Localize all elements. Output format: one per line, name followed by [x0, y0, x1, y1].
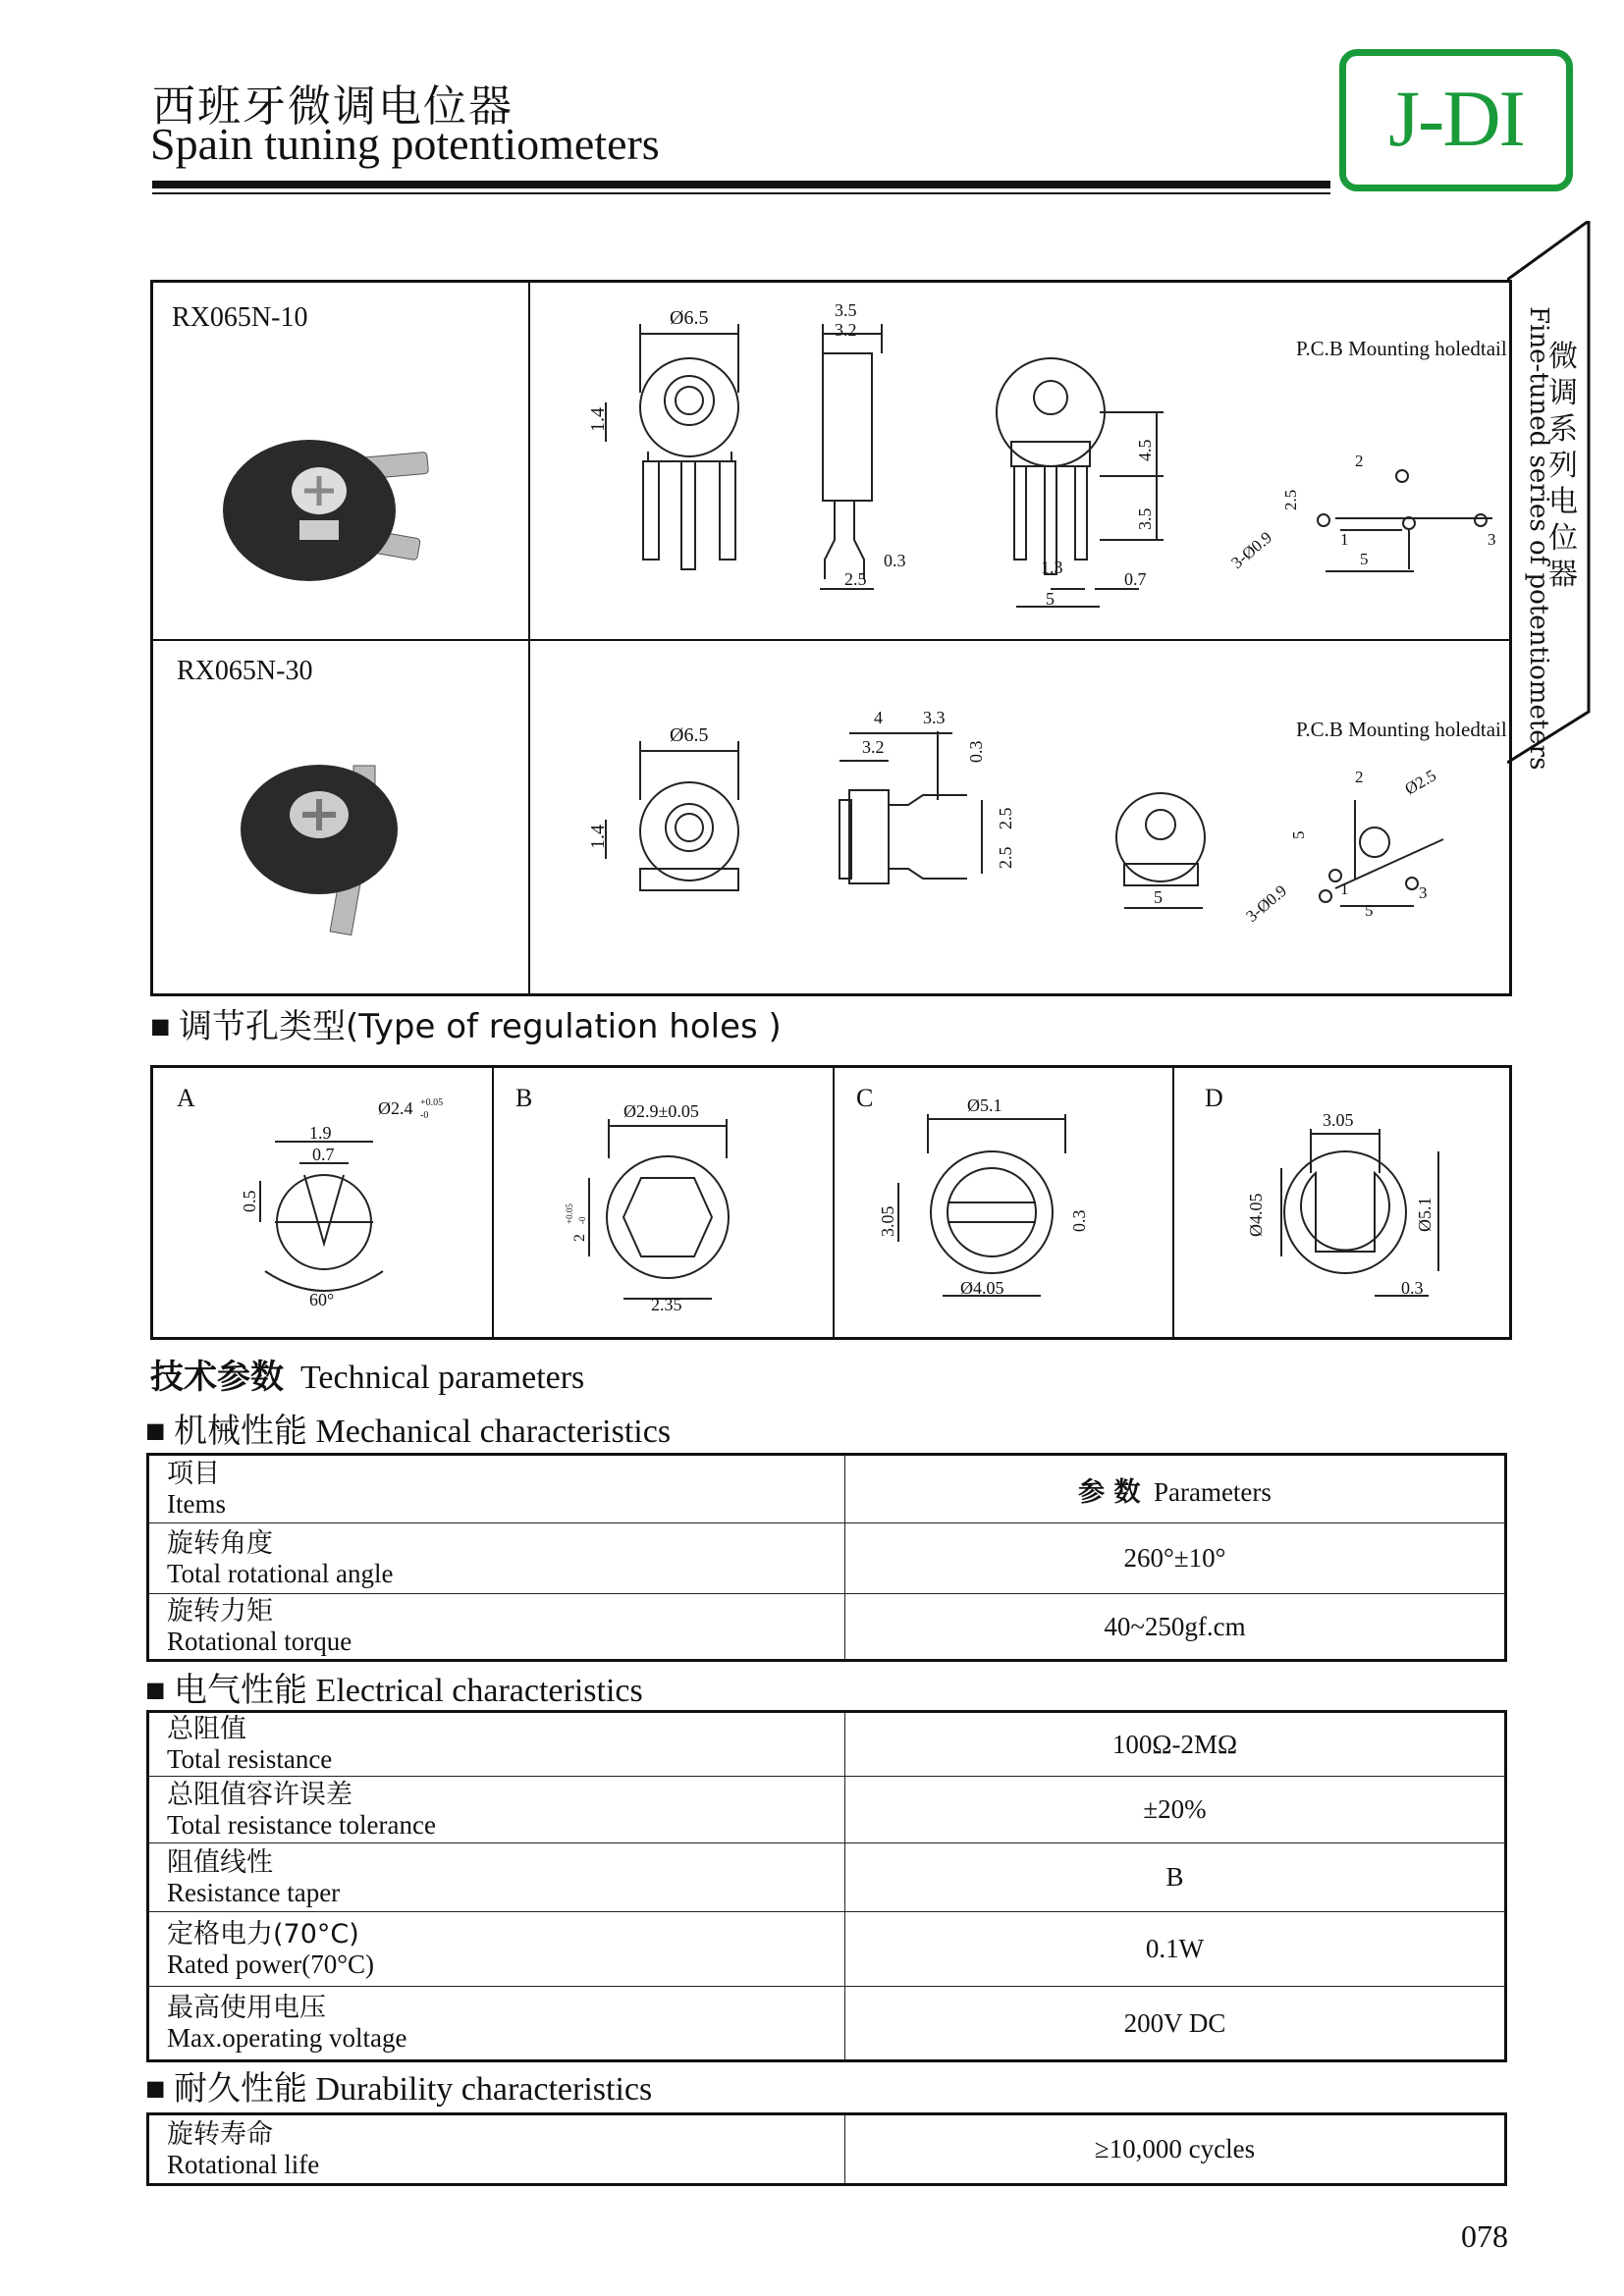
side-tab-en: Fine-tuned series of potentiometers [1524, 306, 1553, 771]
svg-text:Ø2.9±0.05: Ø2.9±0.05 [623, 1101, 699, 1121]
page-title-en: Spain tuning potentiometers [150, 119, 660, 169]
mechanical-table [146, 1453, 1507, 1662]
svg-text:2.5: 2.5 [844, 569, 867, 589]
svg-text:3-Ø0.9: 3-Ø0.9 [1227, 527, 1276, 573]
header-rule [152, 181, 1330, 188]
svg-text:B: B [515, 1084, 533, 1112]
svg-text:3-Ø0.9: 3-Ø0.9 [1242, 881, 1291, 927]
brand-logo: J-DI [1339, 49, 1573, 191]
svg-text:Ø4.05: Ø4.05 [960, 1278, 1004, 1298]
regulation-type-b [496, 1075, 825, 1330]
product-model-1: RX065N-10 [172, 302, 308, 333]
svg-text:Ø5.1: Ø5.1 [967, 1095, 1002, 1115]
regulation-type-c [835, 1075, 1164, 1330]
svg-text:3: 3 [1419, 883, 1428, 902]
svg-text:1: 1 [1340, 530, 1349, 549]
svg-text:Ø6.5: Ø6.5 [670, 307, 709, 329]
svg-text:3.05: 3.05 [1323, 1110, 1354, 1130]
tech-heading: 技术参数 Technical parameters [150, 1358, 585, 1397]
table-row: 定格电力(70°C) Rated power(70°C) 0.1W [148, 1912, 1506, 1987]
svg-text:4: 4 [874, 708, 883, 727]
svg-text:-0: -0 [420, 1110, 429, 1121]
svg-text:+0.05: +0.05 [565, 1203, 574, 1224]
dura-heading: ■ 耐久性能 Durability characteristics [145, 2069, 653, 2109]
svg-text:Ø2.4: Ø2.4 [378, 1098, 413, 1118]
square-bullet-icon: ■ [145, 1414, 166, 1450]
table-row: 旋转寿命 Rotational life ≥10,000 cycles [148, 2114, 1506, 2185]
regulation-heading: ■ 调节孔类型(Type of regulation holes ) [150, 1007, 782, 1046]
svg-text:3: 3 [1488, 530, 1496, 549]
svg-text:D: D [1205, 1084, 1223, 1112]
svg-text:Ø4.05: Ø4.05 [1246, 1193, 1266, 1237]
svg-text:Ø6.5: Ø6.5 [670, 724, 709, 746]
svg-text:5: 5 [1154, 887, 1163, 907]
page-title-cn: 西班牙微调电位器 [152, 81, 514, 132]
drawing-rx065n-30 [550, 692, 1512, 947]
svg-text:1: 1 [1340, 880, 1349, 898]
svg-text:3.05: 3.05 [878, 1205, 897, 1237]
svg-text:-0: -0 [577, 1216, 587, 1224]
svg-text:2.35: 2.35 [651, 1295, 682, 1314]
svg-text:2: 2 [571, 1234, 588, 1242]
table-row: 旋转角度 Total rotational angle 260°±10° [148, 1523, 1506, 1594]
svg-text:3.2: 3.2 [862, 737, 885, 757]
svg-text:60°: 60° [309, 1290, 335, 1309]
svg-text:1.4: 1.4 [587, 407, 609, 432]
svg-text:1.9: 1.9 [309, 1123, 332, 1143]
regulation-type-a [157, 1075, 486, 1330]
durability-table [146, 2112, 1507, 2186]
svg-text:2: 2 [1355, 452, 1364, 470]
svg-text:0.7: 0.7 [312, 1145, 335, 1164]
drawing-rx065n-10 [550, 294, 1512, 628]
svg-text:3.3: 3.3 [923, 708, 946, 727]
svg-text:2.5: 2.5 [996, 846, 1015, 869]
electrical-table [146, 1710, 1507, 2062]
svg-text:0.7: 0.7 [1124, 569, 1147, 589]
svg-text:3.5: 3.5 [1135, 507, 1155, 530]
svg-text:2.5: 2.5 [996, 807, 1015, 829]
svg-text:2.5: 2.5 [1281, 489, 1300, 510]
side-tab-cn: 微调系列电位器 [1548, 340, 1578, 592]
mech-heading: ■ 机械性能 Mechanical characteristics [145, 1412, 672, 1451]
svg-text:0.3: 0.3 [966, 740, 986, 763]
table-row: 阻值线性 Resistance taper B [148, 1843, 1506, 1912]
svg-text:0.3: 0.3 [884, 551, 906, 570]
table-row: 最高使用电压 Max.operating voltage 200V DC [148, 1987, 1506, 2061]
product-photo-1 [206, 412, 452, 589]
regulation-type-d [1173, 1075, 1507, 1330]
svg-text:5: 5 [1289, 830, 1308, 839]
svg-text:1.3: 1.3 [1041, 558, 1063, 577]
svg-text:0.3: 0.3 [1401, 1278, 1424, 1298]
svg-text:C: C [856, 1084, 874, 1112]
table-row: 旋转力矩 Rotational torque 40~250gf.cm [148, 1594, 1506, 1661]
svg-text:5: 5 [1046, 589, 1055, 609]
svg-text:0.5: 0.5 [240, 1190, 259, 1212]
header-rule-thin [152, 192, 1330, 194]
table-row: 总阻值容许误差 Total resistance tolerance ±20% [148, 1777, 1506, 1843]
svg-text:5: 5 [1365, 901, 1374, 920]
svg-text:1.4: 1.4 [587, 825, 609, 849]
svg-text:P.C.B Mounting holedtail: P.C.B Mounting holedtail [1296, 718, 1507, 741]
table-row: 项目 Items 参 数 Parameters [148, 1455, 1506, 1523]
square-bullet-icon: ■ [145, 1673, 166, 1709]
page-number: 078 [1461, 2218, 1508, 2254]
elec-heading: ■ 电气性能 Electrical characteristics [145, 1671, 643, 1710]
table-row: 总阻值 Total resistance 100Ω-2MΩ [148, 1712, 1506, 1777]
svg-text:+0.05: +0.05 [420, 1097, 444, 1108]
product-photo-2 [226, 746, 422, 942]
svg-text:3.2: 3.2 [835, 320, 857, 340]
svg-text:0.3: 0.3 [1069, 1209, 1089, 1232]
svg-text:Ø5.1: Ø5.1 [1415, 1197, 1435, 1232]
product-model-2: RX065N-30 [177, 656, 313, 686]
svg-text:P.C.B Mounting holedtail: P.C.B Mounting holedtail [1296, 337, 1507, 360]
svg-text:Ø2.5: Ø2.5 [1401, 766, 1440, 799]
svg-text:2: 2 [1355, 768, 1364, 786]
square-bullet-icon: ■ [150, 1009, 171, 1045]
svg-text:A: A [177, 1084, 195, 1112]
svg-text:5: 5 [1360, 550, 1369, 568]
svg-text:4.5: 4.5 [1135, 439, 1155, 461]
square-bullet-icon: ■ [145, 2071, 166, 2108]
svg-text:3.5: 3.5 [835, 300, 857, 320]
